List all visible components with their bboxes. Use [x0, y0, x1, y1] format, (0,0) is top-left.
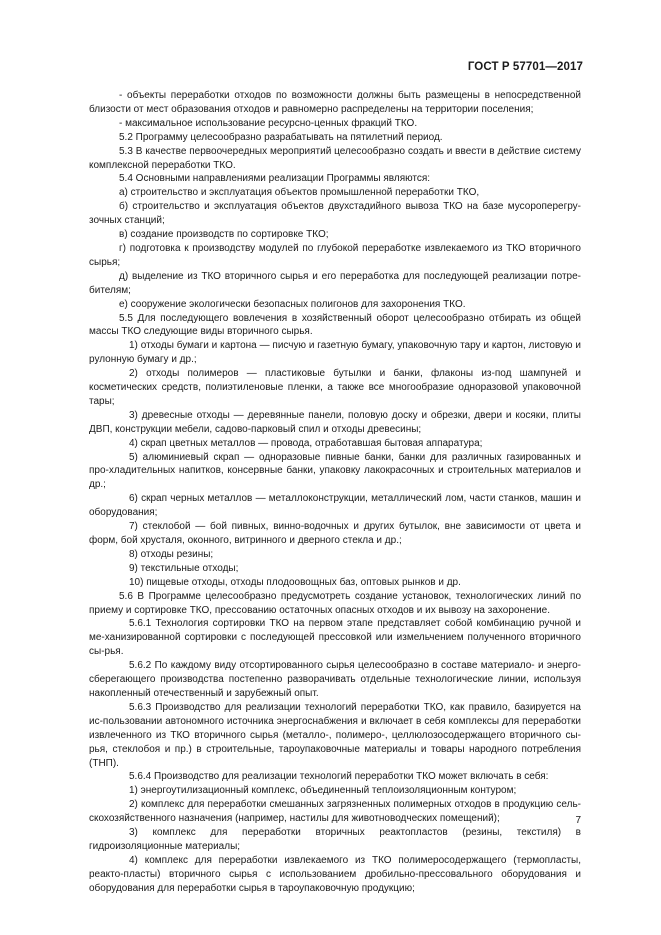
list-item: 1) отходы бумаги и картона — писчую и газетную бумагу, упаковочную тару и картон, листовую и рулонную бумагу и др.;	[89, 340, 581, 366]
list-item: 5) алюминиевый скрап — одноразовые пивные банки, банки для различных газированных и про-хладительных напитков, консервные банки, упаковку лакокрасочных и строительных материалов и др.;	[89, 451, 581, 491]
page-number: 7	[575, 815, 581, 826]
paragraph: е) сооружение экологически безопасных полигонов для захоронения ТКО.	[119, 298, 466, 310]
list-item: 3) древесные отходы — деревянные панели, половую доску и обрезки, двери и косяки, плиты ДВП, конструкции мебели, садово-парковый спил и отходы древесины;	[89, 409, 581, 435]
document-header: ГОСТ Р 57701—2017	[467, 61, 583, 73]
paragraph: 5.5 Для последующего вовлечения в хозяйственный оборот целесообразно отбирать из общей массы ТКО следующие виды вторичного сырья.	[89, 312, 581, 338]
list-item: 7) стеклобой — бой пивных, винно-водочных и других бутылок, вне зависимости от цвета и форм, бой хрусталя, оконного, витринного и дверного стекла и др.;	[89, 521, 581, 546]
paragraph: 5.6.3 Производство для реализации технологий переработки ТКО, как правило, базируется на ис-пользовании автономного источника энергоснабжения и включает в себя комплексы для переработки извлеченного из ТКО вторичного сырья (металло-, полимеро-, целлюлозосодержащего вторичного сы-рья, стеклобоя и пр.) в строительные, тароупаковочные материалы и товары народного потребления (ТНП).	[89, 701, 581, 769]
paragraph: 5.4 Основными направлениями реализации Программы являются:	[119, 173, 431, 185]
list-item: 9) текстильные отходы;	[129, 562, 239, 574]
paragraph: г) подготовка к производству модулей по глубокой переработке извлекаемого из ТКО вторичного сырья;	[89, 242, 581, 268]
paragraph: а) строительство и эксплуатация объектов промышленной переработки ТКО,	[119, 187, 480, 199]
paragraph: 5.6.2 По каждому виду отсортированного сырья целесообразно в составе материало- и энерго-сберегающего производства постепенно разворачивать отдельные технологические линии, используя накопленный отечественный и зарубежный опыт.	[89, 660, 581, 699]
paragraph: - объекты переработки отходов по возможности должны быть размещены в непосредственной близости от мест образования отходов и равномерно распределены на территории поселения;	[89, 90, 581, 115]
list-item: 10) пищевые отходы, отходы плодоовощных баз, оптовых рынков и др.	[129, 576, 461, 588]
paragraph: в) создание производств по сортировке ТКО;	[119, 229, 329, 241]
list-item: 4) комплекс для переработки извлекаемого из ТКО полимеросодержащего (термопласты, реакто-пласты) вторичного сырья с использованием дробильно-прессовального оборудования и оборудования для переработки сырья в тароупаковочную продукцию;	[89, 854, 581, 894]
list-item: 4) скрап цветных металлов — провода, отработавшая бытовая аппаратура;	[129, 437, 483, 449]
list-item: 3) комплекс для переработки вторичных реактопластов (резины, текстиля) в гидроизоляционные материалы;	[89, 827, 581, 852]
list-item: 1) энергоутилизационный комплекс, объединенный теплоизоляционным контуром;	[129, 785, 517, 797]
paragraph: 5.6 В Программе целесообразно предусмотреть создание установок, технологических линий по приему и сортировке ТКО, прессованию остаточных опасных отходов и их вывозу на захоронение.	[89, 590, 581, 616]
paragraph: б) строительство и эксплуатация объектов двухстадийного вывоза ТКО на базе мусороперегру-зочных станций;	[89, 201, 581, 227]
paragraph: 5.2 Программу целесообразно разрабатывать на пятилетний период.	[119, 131, 443, 143]
paragraph: - максимальное использование ресурсно-ценных фракций ТКО.	[119, 117, 418, 129]
list-item: 2) отходы полимеров — пластиковые бутылки и банки, флаконы из-под шампуней и косметических средств, полиэтиленовые пленки, а также все многообразие одноразовой упаковочной тары;	[89, 368, 581, 407]
paragraph: д) выделение из ТКО вторичного сырья и его переработка для последующей реализации потре-бителям;	[89, 270, 581, 296]
paragraph: 5.3 В качестве первоочередных мероприятий целесообразно создать и ввести в действие систему комплексной переработки ТКО.	[89, 145, 581, 171]
list-item: 2) комплекс для переработки смешанных загрязненных полимерных отходов в продукцию сель-скохозяйственного назначения (например, настилы для животноводческих помещений);	[89, 799, 581, 825]
document-body	[89, 89, 581, 896]
list-item: 8) отходы резины;	[129, 548, 214, 560]
list-item: 6) скрап черных металлов — металлоконструкции, металлический лом, части станков, машин и оборудования;	[89, 493, 581, 519]
paragraph: 5.6.4 Производство для реализации технологий переработки ТКО может включать в себя:	[129, 771, 549, 783]
paragraph: 5.6.1 Технология сортировки ТКО на первом этапе представляет собой комбинацию ручной и ме-ханизированной сортировки с последующей прессовкой или измельчением полученного вторичного сы-рья.	[89, 618, 581, 658]
